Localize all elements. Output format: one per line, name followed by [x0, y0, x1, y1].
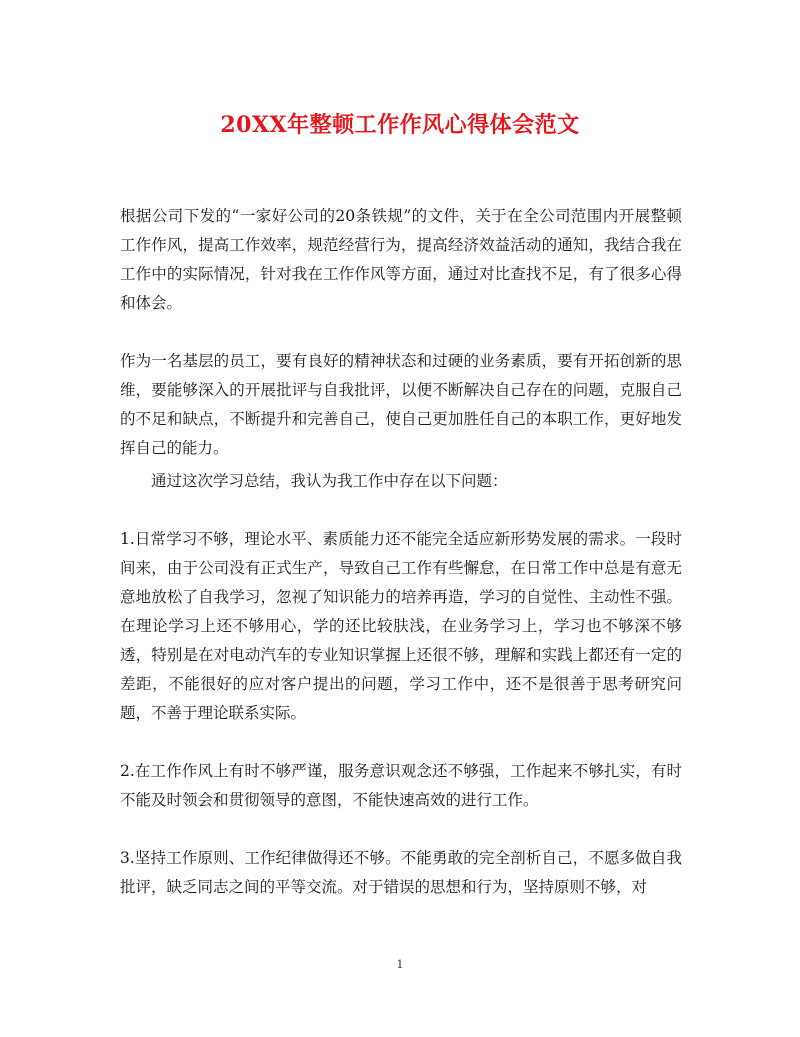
- paragraph-employee-attitude: 作为一名基层的员工，要有良好的精神状态和过硬的业务素质，要有开拓创新的思维，要能够深入的开展批评与自我批评，以便不断解决自己存在的问题，克服自己的不足和缺点，不断提升和完善自己，使自己更加胜任自己的本职工作，更好地发挥自己的能力。: [120, 352, 682, 457]
- paragraph-problem-1: 1.日常学习不够，理论水平、素质能力还不能完全适应新形势发展的需求。一段时间来，由于公司没有正式生产，导致自己工作有些懈怠，在日常工作中总是有意无意地放松了自我学习，忽视了知识能力的培养再造，学习的自觉性、主动性不强。在理论学习上还不够用心，学的还比较肤浅，在业务学习上，学习也不够深不够透，特别是在对电动汽车的专业知识掌握上还很不够，理解和实践上都还有一定的差距，不能很好的应对客户提出的问题，学习工作中，还不是很善于思考研究问题，不善于理论联系实际。: [120, 530, 682, 722]
- paragraph-problem-3: 3.坚持工作原则、工作纪律做得还不够。不能勇敢的完全剖析自己，不愿多做自我批评，缺乏同志之间的平等交流。对于错误的思想和行为，坚持原则不够，对: [120, 849, 682, 896]
- document-body: [120, 202, 682, 902]
- page-number: 1: [396, 958, 404, 971]
- paragraph-problems-intro: 通过这次学习总结，我认为我工作中存在以下问题：: [151, 472, 508, 490]
- paragraph-intro: 根据公司下发的“一家好公司的20条铁规”的文件，关于在全公司范围内开展整顿工作作风，提高工作效率，规范经营行为，提高经济效益活动的通知，我结合我在工作中的实际情况，针对我在工作作风等方面，通过对比查找不足，有了很多心得和体会。: [120, 207, 682, 312]
- paragraph-problem-2: 2.在工作作风上有时不够严谨，服务意识观念还不够强，工作起来不够扎实，有时不能及时领会和贯彻领导的意图，不能快速高效的进行工作。: [120, 762, 682, 809]
- document-title: 20XX年整顿工作作风心得体会范文: [220, 112, 580, 138]
